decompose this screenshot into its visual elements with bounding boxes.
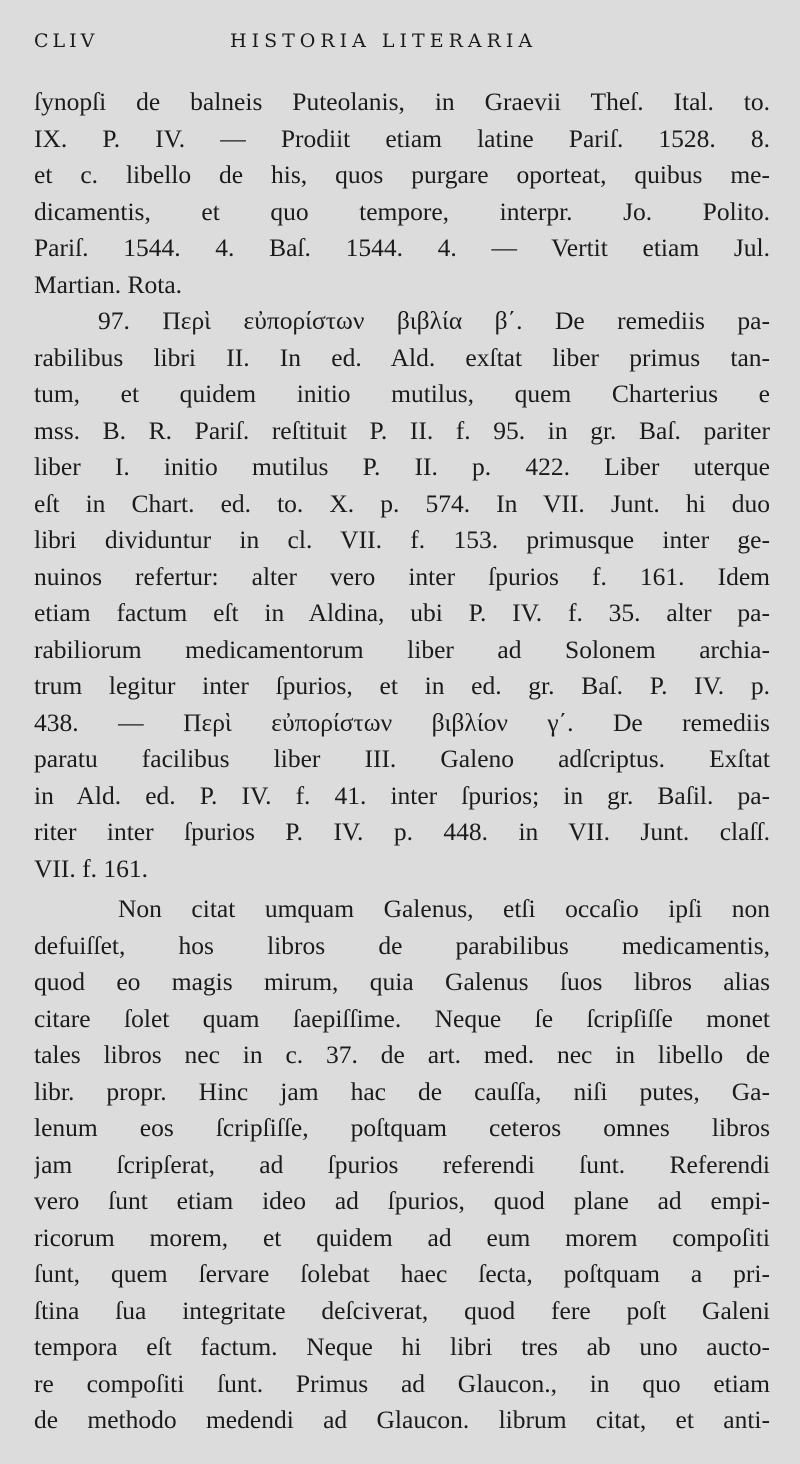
text-line: citare ſolet quam ſaepiſſime. Neque ſe ſcripſiſſe monet: [34, 1003, 770, 1033]
text-line: nuinos refertur: alter vero inter ſpurios f. 161. Idem: [34, 561, 770, 591]
text-line: vero ſunt etiam ideo ad ſpurios, quod plane ad empi-: [34, 1186, 770, 1215]
text-line: Pariſ. 1544. 4. Baſ. 1544. 4. — Vertit etiam Jul.: [34, 233, 770, 262]
text-line: VII. f. 161.: [34, 853, 149, 883]
body-text: [34, 84, 770, 1439]
text-line: de methodo medendi ad Glaucon. librum citat, et anti-: [34, 1405, 770, 1434]
page-number: CLIV: [34, 30, 99, 52]
text-line: 97. Περὶ εὐπορίστων βιβλία β΄. De remediis pa-: [98, 306, 770, 335]
text-line: lenum eos ſcripſiſſe, poſtquam ceteros omnes libros: [34, 1113, 770, 1142]
text-line: in Ald. ed. P. IV. f. 41. inter ſpurios; in gr. Baſil. pa-: [34, 780, 770, 810]
text-line: liber I. initio mutilus P. II. p. 422. Liber uterque: [34, 452, 770, 481]
text-line: paratu facilibus liber III. Galeno adſcriptus. Exſtat: [34, 744, 770, 773]
text-line: Non citat umquam Galenus, etſi occaſio ipſi non: [118, 894, 770, 923]
text-line: defuiſſet, hos libros de parabilibus medicamentis,: [34, 930, 770, 960]
text-line: tum, et quidem initio mutilus, quem Charterius e: [34, 379, 770, 408]
text-line: Martian. Rota.: [34, 269, 183, 299]
text-line: libr. propr. Hinc jam hac de cauſſa, niſi putes, Ga-: [34, 1076, 770, 1106]
text-line: tempora eſt factum. Neque hi libri tres ab uno aucto-: [34, 1332, 770, 1361]
text-line: ſynopſi de balneis Puteolanis, in Graevii Theſ. Ital. to.: [34, 87, 770, 116]
text-line: IX. P. IV. — Prodiit etiam latine Pariſ. 1528. 8.: [34, 123, 770, 153]
text-line: eſt in Chart. ed. to. X. p. 574. In VII. Junt. hi duo: [34, 488, 770, 518]
text-line: re compoſiti ſunt. Primus ad Glaucon., in quo etiam: [34, 1368, 770, 1398]
text-line: trum legitur inter ſpurios, et in ed. gr. Baſ. P. IV. p.: [34, 671, 770, 700]
text-line: tales libros nec in c. 37. de art. med. nec in libello de: [34, 1040, 770, 1069]
text-line: dicamentis, et quo tempore, interpr. Jo. Polito.: [34, 196, 770, 226]
running-head: [34, 30, 770, 60]
text-line: 438. — Περὶ εὐπορίστων βιβλίον γ΄. De remediis: [34, 707, 770, 737]
text-line: ſunt, quem ſervare ſolebat haec ſecta, poſtquam a pri-: [34, 1259, 770, 1288]
text-line: ſtina ſua integritate deſciverat, quod fere poſt Galeni: [34, 1295, 770, 1325]
text-line: quod eo magis mirum, quia Galenus ſuos libros alias: [34, 967, 770, 996]
running-title: HISTORIA LITERARIA: [230, 30, 538, 52]
text-line: et c. libello de his, quos purgare oporteat, quibus me-: [34, 160, 770, 189]
text-line: ricorum morem, et quidem ad eum morem compoſiti: [34, 1222, 770, 1252]
paragraph-3: [34, 891, 770, 1439]
text-line: libri dividuntur in cl. VII. f. 153. primusque inter ge-: [34, 525, 770, 554]
text-line: mss. B. R. Pariſ. reſtituit P. II. f. 95. in gr. Baſ. pariter: [34, 415, 770, 445]
text-line: etiam factum eſt in Aldina, ubi P. IV. f. 35. alter pa-: [34, 598, 770, 627]
text-line: riter inter ſpurios P. IV. p. 448. in VII. Junt. claſſ.: [34, 817, 770, 846]
text-line: rabiliorum medicamentorum liber ad Solonem archia-: [34, 634, 770, 664]
paragraph-1: [34, 84, 770, 303]
text-line: jam ſcripſerat, ad ſpurios referendi ſunt. Referendi: [34, 1149, 770, 1179]
text-line: rabilibus libri II. In ed. Ald. exſtat liber primus tan-: [34, 342, 770, 372]
paragraph-2: [34, 303, 770, 887]
